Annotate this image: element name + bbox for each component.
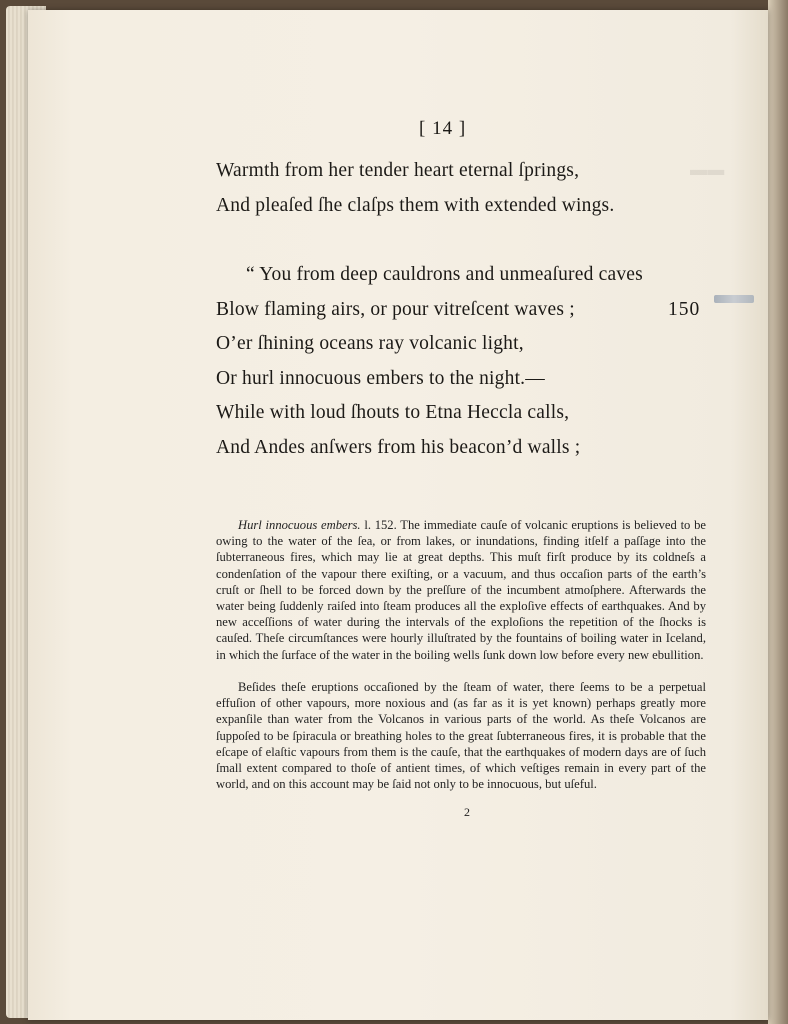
footnote-lemma: Hurl innocuous embers.	[238, 518, 361, 532]
verse-line: And pleaſed ſhe claſps them with extended wings.	[216, 195, 615, 216]
verse-line: Or hurl innocuous embers to the night.—	[216, 368, 545, 389]
book-spine-edge	[768, 0, 788, 1024]
signature-mark: 2	[464, 805, 470, 819]
page-number: [ 14 ]	[419, 118, 467, 139]
verse-line: Warmth from her tender heart eternal ſprings,	[216, 160, 580, 181]
verse-line: “ You from deep cauldrons and unmeaſured caves	[246, 264, 643, 285]
verse-line: And Andes anſwers from his beacon’d walls ;	[216, 437, 581, 458]
verse-line: While with loud ſhouts to Etna Heccla calls,	[216, 402, 570, 423]
footnote-paragraph	[216, 517, 706, 663]
bookmark-ribbon	[714, 295, 754, 303]
line-number: 150	[668, 299, 701, 320]
verse-line: Blow flaming airs, or pour vitreſcent waves ;	[216, 299, 575, 320]
footnote-paragraph: Beſides theſe eruptions occaſioned by the ſteam of water, there ſeems to be a perpetual effuſion of other vapours, more noxious and (as far as it is yet known) perhaps greatly more expanſile than water from the Volcanos in various parts of the world. As theſe Volcanos are ſuppoſed to be ſpiracula or breathing holes to the great ſubterraneous fires, it is probable that the eſcape of elaſtic vapours from them is the cauſe, that the earthquakes of modern days are of ſuch ſmall extent compared to thoſe of antient times, of which veſtiges remain in every part of the world, and on this account may be ſaid not only to be innocuous, but uſeful.	[216, 680, 706, 792]
verse-line: O’er ſhining oceans ray volcanic light,	[216, 333, 524, 354]
footnote-body: l. 152. The immediate cauſe of volcanic eruptions is believed to be owing to the water of the ſea, or from lakes, or inundations, finding itſelf a paſſage into the ſubterraneous fires, which may lie at great depths. This muſt firſt produce by its coldneſs a condenſation of the vapour there exiſting, or a vacuum, and thus occaſion parts of the earth’s cruſt or ſhell to be forced down by the preſſure of the incumbent atmoſphere. Afterwards the water being ſuddenly raiſed into ſteam produces all the exploſive effects of earthquakes. And by new acceſſions of water during the intervals of the exploſions the repetition of the ſhocks is cauſed. Theſe circumſtances were hourly illuſtrated by the fountains of boiling water in Iceland, in which the ſurface of the water in the boiling wells ſunk down low before every new ebullition.	[216, 518, 706, 662]
